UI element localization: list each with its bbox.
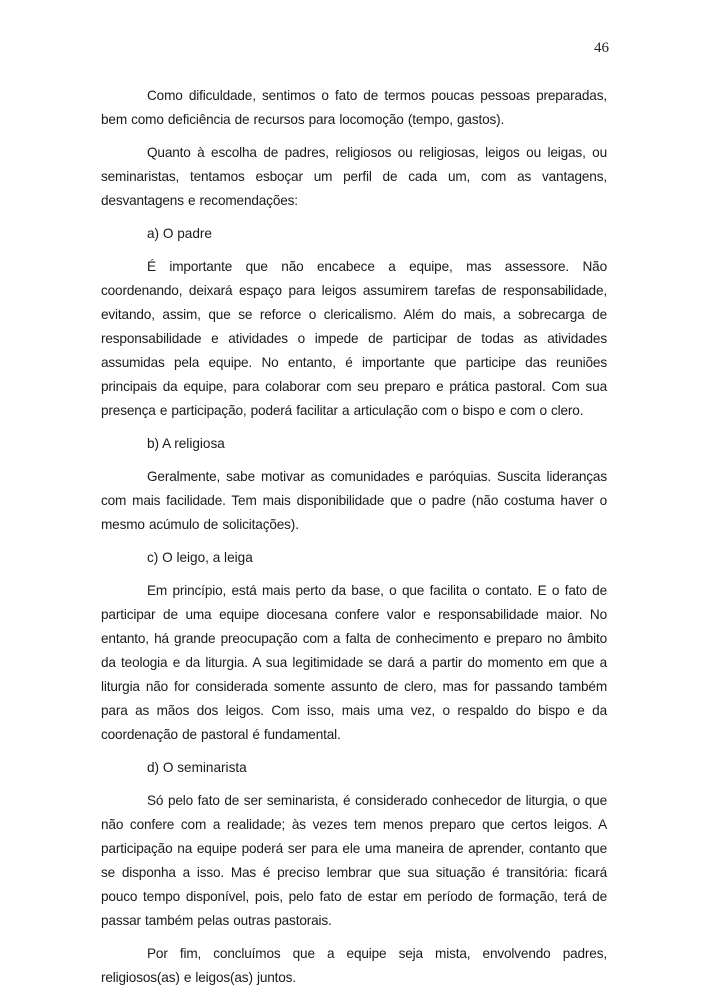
document-body [101, 84, 607, 999]
page-number: 46 [594, 40, 609, 56]
heading-padre: a) O padre [147, 226, 212, 241]
heading-leigo: c) O leigo, a leiga [147, 550, 253, 565]
heading-religiosa: b) A religiosa [147, 436, 225, 451]
paragraph-leigo: Em princípio, está mais perto da base, o que facilita o contato. E o fato de participar de uma equipe diocesana confere valor e responsabilidade maior. No entanto, há grande preocupação com a falta de conhecimento e preparo no âmbito da teologia e da liturgia. A sua legitimidade se dará a partir do momento em que a liturgia não for considerada somente assunto de clero, mas for passando também para as mãos dos leigos. Com isso, mais uma vez, o respaldo do bispo e da coordenação de pastoral é fundamental. [101, 583, 607, 742]
paragraph-religiosa: Geralmente, sabe motivar as comunidades e paróquias. Suscita lideranças com mais facilidade. Tem mais disponibilidade que o padre (não costuma haver o mesmo acúmulo de solicitações). [101, 469, 607, 532]
paragraph-padre: É importante que não encabece a equipe, mas assessore. Não coordenando, deixará espaço para leigos assumirem tarefas de responsabilidade, evitando, assim, que se reforce o clericalismo. Além do mais, a sobrecarga de responsabilidade e atividades o impede de participar de todas as atividades assumidas pela equipe. No entanto, é importante que participe das reuniões principais da equipe, para colaborar com seu preparo e prática pastoral. Com sua presença e participação, poderá facilitar a articulação com o bispo e com o clero. [101, 259, 607, 418]
paragraph-difficulty: Como dificuldade, sentimos o fato de termos poucas pessoas preparadas, bem como deficiência de recursos para locomoção (tempo, gastos). [101, 88, 607, 127]
paragraph-conclusion: Por fim, concluímos que a equipe seja mista, envolvendo padres, religiosos(as) e leigos(as) juntos. [101, 946, 607, 985]
paragraph-choice-intro: Quanto à escolha de padres, religiosos ou religiosas, leigos ou leigas, ou seminaristas, tentamos esboçar um perfil de cada um, com as vantagens, desvantagens e recomendações: [101, 145, 607, 208]
heading-seminarista: d) O seminarista [147, 760, 247, 775]
paragraph-seminarista: Só pelo fato de ser seminarista, é considerado conhecedor de liturgia, o que não confere com a realidade; às vezes tem menos preparo que certos leigos. A participação na equipe poderá ser para ele uma maneira de aprender, contanto que se disponha a isso. Mas é preciso lembrar que sua situação é transitória: ficará pouco tempo disponível, pois, pelo fato de estar em período de formação, terá de passar também pelas outras pastorais. [101, 793, 607, 928]
